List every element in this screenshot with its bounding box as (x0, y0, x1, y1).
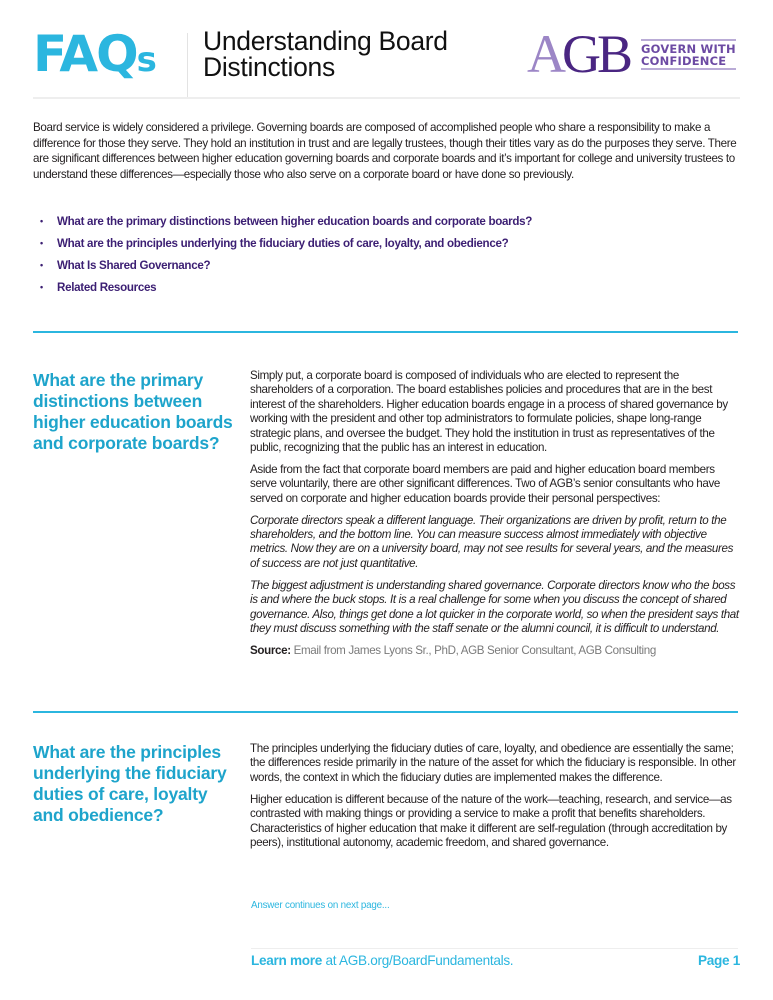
source-text: Email from James Lyons Sr., PhD, AGB Senior Consultant, AGB Consulting (290, 643, 656, 657)
source-line (250, 644, 740, 658)
learn-more-link[interactable] (251, 953, 513, 968)
page-header (0, 0, 773, 100)
faqs-main: FAQ (33, 25, 137, 83)
logo-letter-a: A (527, 24, 562, 84)
toc-link-related-resources[interactable]: Related Resources (57, 280, 157, 294)
header-divider (33, 97, 740, 99)
intro-paragraph: Board service is widely considered a privilege. Governing boards are composed of accomplished people who share a responsibility to make a difference for those they serve. They hold an institution in trust and are legally trustees, though their titles vary as do the purposes they serve. There are significant differences between higher education governing boards and corporate boards and it’s important for college and university trustees to understand these differences—especially those who also serve on a corporate board or have done so previously. (33, 121, 737, 181)
section-divider (33, 331, 738, 333)
quote-paragraph: Corporate directors speak a different language. Their organizations are driven by profit, return to the shareholders, and the bottom line. You can measure success almost immediately with objective metrics. Now they are on a university board, may not see results for several years, and the measures of success are not just quantitative. (250, 513, 734, 570)
faqs-wordmark (33, 26, 157, 82)
bullet-icon: • (40, 238, 43, 248)
section-divider (33, 711, 738, 713)
page-title-line1: Understanding Board (203, 26, 448, 56)
toc-item[interactable] (36, 232, 532, 254)
source-label: Source: (250, 643, 291, 657)
logo-letters-gb: GB (562, 24, 630, 84)
agb-logo-letters (527, 24, 630, 84)
bullet-icon: • (40, 282, 43, 292)
logo-tagline-line1: GOVERN WITH (641, 41, 736, 56)
section-answer-primary-distinctions (250, 369, 740, 666)
quote-paragraph: The biggest adjustment is understanding shared governance. Corporate directors know who the boss is and where the buck stops. It is a real challenge for some when you discuss the concept of shared governance. Also, things get done a lot quicker in the corporate world, so when the president says that they must discuss something with the staff senate or the alumni council, it is difficult to understand. (250, 578, 739, 635)
faqs-suffix: s (136, 40, 157, 80)
bullet-icon: • (40, 260, 43, 270)
page-title (203, 28, 448, 80)
section-heading-primary-distinctions: What are the primary distinctions between higher education boards and corporate boards? (33, 370, 233, 453)
table-of-contents (36, 210, 532, 298)
header-vertical-divider (187, 33, 188, 97)
toc-item[interactable] (36, 254, 532, 276)
bullet-icon: • (40, 216, 43, 226)
answer-paragraph: Simply put, a corporate board is composed of individuals who are elected to represent the shareholders of a corporation. The board establishes policies and procedures that are in the best interest of the shareholders. Higher education boards engage in a process of shared governance by working with the president and other top administrators to formulate policies, shape long-range strategic plans, and oversee the budget. They hold the institution in trust as representatives of the public, recognizing that the public has an interest in education. (250, 369, 728, 455)
answer-paragraph: Higher education is different because of the nature of the work—teaching, research, and service—as contrasted with making things or providing a service to make a profit that benefits shareholders. Characteristics of higher education that make it different are self-regulation (through accreditation by peers), institutional autonomy, academic freedom, and shared governance. (250, 792, 732, 849)
learn-more-url: at AGB.org/BoardFundamentals. (322, 953, 514, 968)
section-answer-fiduciary-duties (250, 742, 740, 858)
toc-link-shared-governance[interactable]: What Is Shared Governance? (57, 258, 211, 272)
page-footer (251, 953, 740, 968)
toc-item[interactable] (36, 210, 532, 232)
toc-item[interactable] (36, 276, 532, 298)
answer-paragraph: The principles underlying the fiduciary duties of care, loyalty, and obedience are essentially the same; the differences reside primarily in the nature of the asset for which the fiduciary is responsible. In other words, the context in which the fiduciary duties are implemented makes the difference. (250, 742, 736, 784)
answer-paragraph: Aside from the fact that corporate board members are paid and higher education board members serve voluntarily, there are other significant differences. Two of AGB’s senior consultants who have served on corporate and higher education boards provide their personal perspectives: (250, 462, 721, 505)
footer-divider (251, 948, 738, 949)
continues-note: Answer continues on next page... (251, 900, 390, 911)
page-number: Page 1 (697, 953, 740, 968)
logo-tagline (641, 39, 736, 70)
logo-tagline-line2: CONFIDENCE (641, 53, 727, 68)
toc-link-fiduciary-duties[interactable]: What are the principles underlying the fiduciary duties of care, loyalty, and obedience? (57, 236, 509, 250)
page-title-line2: Distinctions (203, 52, 335, 82)
section-heading-fiduciary-duties: What are the principles underlying the fiduciary duties of care, loyalty and obedience? (33, 742, 227, 825)
learn-more-label: Learn more (251, 953, 323, 968)
toc-link-primary-distinctions[interactable]: What are the primary distinctions between higher education boards and corporate boards? (57, 214, 533, 228)
agb-logo (527, 24, 736, 84)
